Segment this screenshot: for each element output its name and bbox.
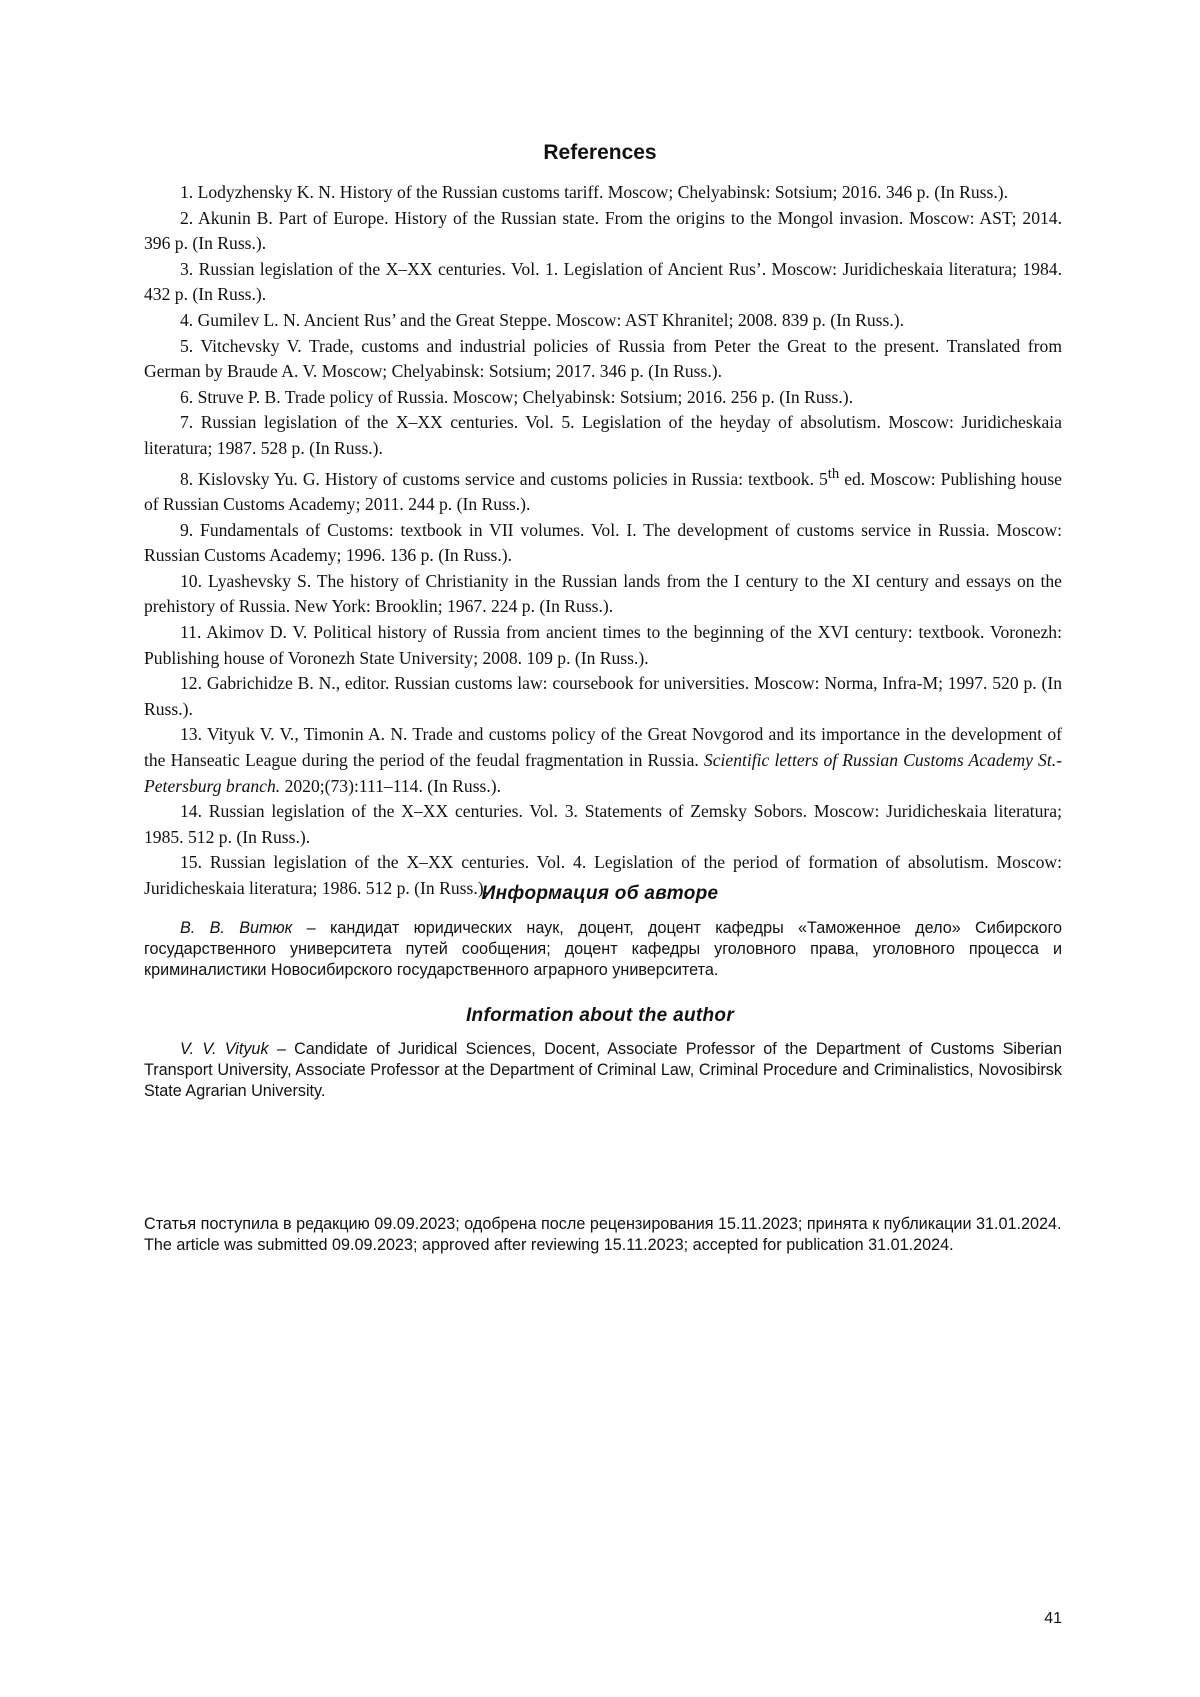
reference-item: 12. Gabrichidze B. N., editor. Russian customs law: coursebook for universities. Moscow: Norma, Infra-M; 1997. 520 p. (In Russ.).	[144, 671, 1062, 722]
dates-en: The article was submitted 09.09.2023; approved after reviewing 15.11.2023; accepted for publication 31.01.2024.	[144, 1235, 1062, 1256]
reference-item: 14. Russian legislation of the X–XX centuries. Vol. 3. Statements of Zemsky Sobors. Moscow: Juridicheskaia literatura; 1985. 512 p. (In Russ.).	[144, 799, 1062, 850]
reference-item: 13. Vityuk V. V., Timonin A. N. Trade and customs policy of the Great Novgorod and its importance in the development of the Hanseatic League during the period of the feudal fragmentation in Russia. Scientific letters of Russian Customs Academy St.-Petersburg branch. 2020;(73):111–114. (In Russ.).	[144, 722, 1062, 799]
superscript: th	[828, 466, 839, 482]
reference-item: 15. Russian legislation of the X–XX centuries. Vol. 4. Legislation of the period of formation of absolutism. Moscow: Juridicheskaia literatura; 1986. 512 p. (In Russ.).	[144, 850, 1062, 901]
reference-item: 8. Kislovsky Yu. G. History of customs service and customs policies in Russia: textbook. 5th ed. Moscow: Publishing house of Russian Customs Academy; 2011. 244 p. (In Russ.).	[144, 462, 1062, 518]
author-name-en: V. V. Vityuk	[180, 1040, 269, 1058]
document-page	[0, 0, 1200, 1697]
reference-item: 6. Struve P. B. Trade policy of Russia. Moscow; Chelyabinsk: Sotsium; 2016. 256 p. (In Russ.).	[144, 385, 1062, 411]
references-heading: References	[0, 141, 1200, 165]
dates-ru: Статья поступила в редакцию 09.09.2023; одобрена после рецензирования 15.11.2023; принята к публикации 31.01.2024.	[144, 1214, 1062, 1235]
author-info-ru: В. В. Витюк – кандидат юридических наук, доцент, доцент кафедры «Таможенное дело» Сибирского государственного университета путей сообщения; доцент кафедры уголовного права, уголовного процесса и криминалистики Новосибирского государственного аграрного университета.	[144, 918, 1062, 981]
reference-item: 10. Lyashevsky S. The history of Christianity in the Russian lands from the I century to the XI century and essays on the prehistory of Russia. New York: Brooklin; 1967. 224 p. (In Russ.).	[144, 569, 1062, 620]
author-info-heading-en: Information about the author	[0, 1005, 1200, 1027]
journal-title: Scientific letters of Russian Customs Academy St.-Petersburg branch.	[144, 750, 1062, 796]
author-name-ru: В. В. Витюк	[180, 919, 292, 937]
references-list	[144, 180, 1062, 901]
page-number: 41	[1040, 1610, 1062, 1628]
reference-item: 5. Vitchevsky V. Trade, customs and industrial policies of Russia from Peter the Great to the present. Translated from German by Braude A. V. Moscow; Chelyabinsk: Sotsium; 2017. 346 p. (In Russ.).	[144, 334, 1062, 385]
reference-item: 2. Akunin B. Part of Europe. History of the Russian state. From the origins to the Mongol invasion. Moscow: AST; 2014. 396 p. (In Russ.).	[144, 206, 1062, 257]
reference-item: 4. Gumilev L. N. Ancient Rus’ and the Great Steppe. Moscow: AST Khranitel; 2008. 839 p. (In Russ.).	[144, 308, 1062, 334]
reference-item: 3. Russian legislation of the X–XX centuries. Vol. 1. Legislation of Ancient Rus’. Moscow: Juridicheskaia literatura; 1984. 432 p. (In Russ.).	[144, 257, 1062, 308]
submission-dates	[144, 1214, 1062, 1256]
reference-item: 11. Akimov D. V. Political history of Russia from ancient times to the beginning of the XVI century: textbook. Voronezh: Publishing house of Voronezh State University; 2008. 109 p. (In Russ.).	[144, 620, 1062, 671]
author-info-en: V. V. Vityuk – Candidate of Juridical Sciences, Docent, Associate Professor of the Department of Customs Siberian Transport University, Associate Professor at the Department of Criminal Law, Criminal Procedure and Criminalistics, Novosibirsk State Agrarian University.	[144, 1039, 1062, 1102]
author-info-heading-ru: Информация об авторе	[0, 883, 1200, 905]
reference-item: 1. Lodyzhensky K. N. History of the Russian customs tariff. Moscow; Chelyabinsk: Sotsium; 2016. 346 p. (In Russ.).	[144, 180, 1062, 206]
reference-item: 9. Fundamentals of Customs: textbook in VII volumes. Vol. I. The development of customs service in Russia. Moscow: Russian Customs Academy; 1996. 136 p. (In Russ.).	[144, 518, 1062, 569]
reference-item: 7. Russian legislation of the X–XX centuries. Vol. 5. Legislation of the heyday of absolutism. Moscow: Juridicheskaia literatura; 1987. 528 p. (In Russ.).	[144, 410, 1062, 461]
